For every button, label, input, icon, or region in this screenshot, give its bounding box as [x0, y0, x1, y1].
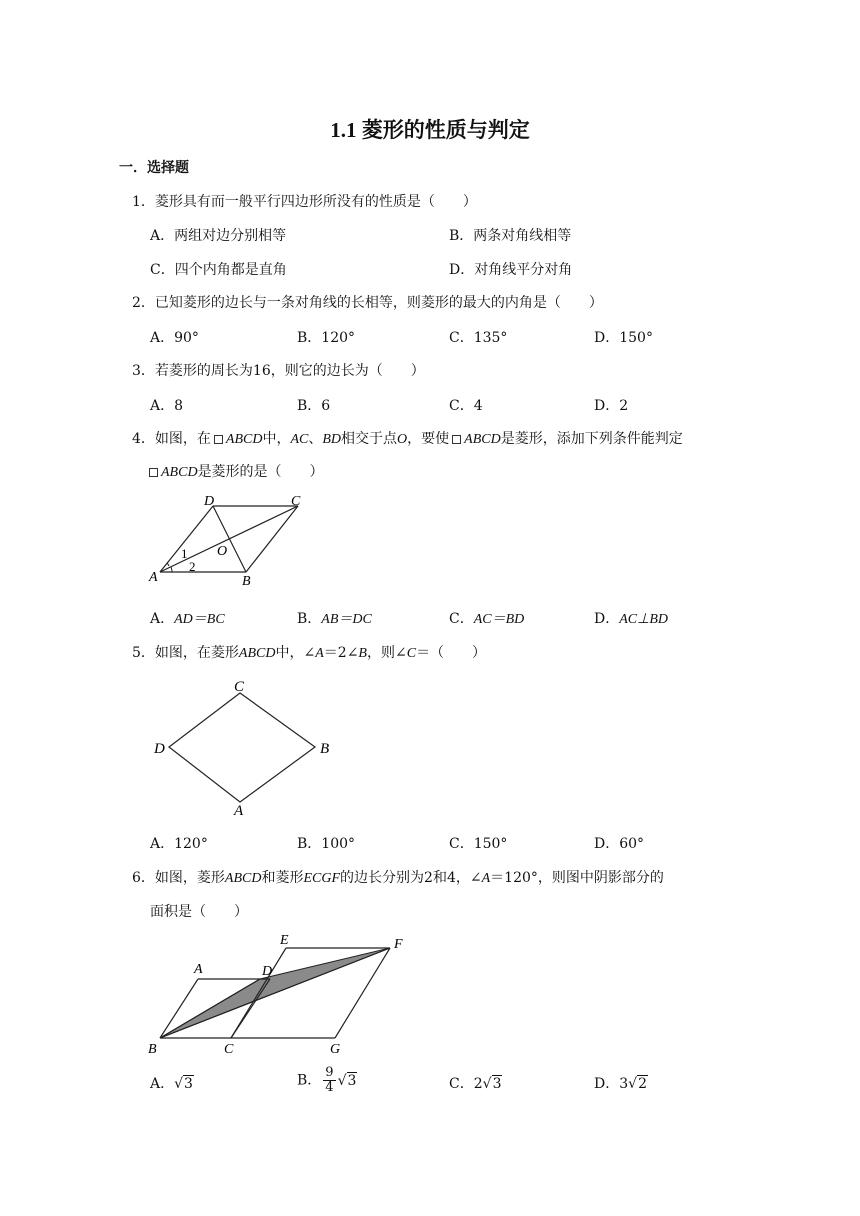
label-angle-2: 2 — [189, 559, 196, 574]
label-g: G — [330, 1042, 341, 1057]
label-a: A — [234, 803, 244, 819]
q1-option-d: D．对角线平分对角 — [449, 262, 573, 278]
q4-option-a: A．AD＝BC — [150, 611, 225, 627]
label-d: D — [262, 964, 273, 979]
question-6-stem: 6．如图，菱形ABCD和菱形ECGF的边长分别为2和4，∠A＝120°，则图中阴影部分的 — [132, 870, 664, 886]
parallelogram-icon — [214, 435, 223, 444]
label-a: A — [149, 570, 158, 585]
question-3-stem: 3．若菱形的周长为16，则它的边长为（ ） — [132, 363, 425, 379]
label-c: C — [291, 494, 301, 509]
q5-option-b: B．100° — [297, 836, 356, 852]
q6-option-d: D．3√2 — [594, 1076, 647, 1092]
q2-option-d: D．150° — [594, 330, 653, 346]
label-o: O — [217, 544, 228, 559]
figure-two-rhombuses — [140, 928, 420, 1063]
label-angle-1: 1 — [181, 546, 188, 561]
question-6-stem-line2: 面积是（ ） — [150, 904, 248, 920]
q3-option-b: B．6 — [297, 398, 331, 414]
question-2-stem: 2．已知菱形的边长与一条对角线的长相等，则菱形的最大的内角是（ ） — [132, 295, 603, 311]
q5-option-d: D．60° — [594, 836, 645, 852]
q2-option-a: A．90° — [150, 330, 199, 346]
page-title: 1.1 菱形的性质与判定 — [330, 118, 530, 142]
q6-option-b: B． $\frac{9}{4}$ √3 — [297, 1065, 357, 1095]
label-f: F — [394, 937, 403, 952]
label-d: D — [154, 741, 165, 757]
parallelogram-icon — [452, 435, 461, 444]
label-c: C — [224, 1042, 234, 1057]
parallelogram-icon — [149, 468, 158, 477]
q6-option-c: C．2√3 — [449, 1076, 502, 1092]
q6-option-a: A．√3 — [150, 1076, 193, 1092]
q4-option-d: D．AC⊥BD — [594, 611, 668, 627]
question-4-stem-line2: ABCD是菱形的是（ ） — [146, 461, 324, 481]
q3-option-d: D．2 — [594, 398, 629, 414]
label-b: B — [148, 1042, 157, 1057]
label-e: E — [280, 933, 289, 948]
label-a: A — [194, 962, 203, 977]
q3-option-c: C．4 — [449, 398, 483, 414]
label-b: B — [320, 741, 330, 757]
q5-option-a: A．120° — [150, 836, 208, 852]
q1-option-b: B．两条对角线相等 — [449, 228, 572, 244]
question-1-stem: 1．菱形具有而一般平行四边形所没有的性质是（ ） — [132, 194, 477, 210]
section-heading: 一．选择题 — [119, 160, 189, 176]
q2-option-c: C．135° — [449, 330, 508, 346]
question-5-stem: 5．如图，在菱形ABCD中，∠A＝2∠B，则∠C＝（ ） — [132, 645, 487, 661]
q4-option-c: C．AC＝BD — [449, 611, 525, 627]
figure-rhombus-abcd — [148, 675, 348, 820]
label-b: B — [242, 574, 251, 589]
q5-option-c: C．150° — [449, 836, 508, 852]
q3-option-a: A．8 — [150, 398, 184, 414]
question-4-stem: 4．如图，在 ABCD中，AC、BD相交于点O，要使 ABCD是菱形，添加下列条件能判定 — [132, 431, 683, 447]
figure-parallelogram-abcd — [140, 490, 310, 590]
label-c: C — [234, 679, 245, 695]
label-d: D — [204, 494, 215, 509]
q1-option-a: A．两组对边分别相等 — [150, 228, 287, 244]
q2-option-b: B．120° — [297, 330, 356, 346]
q1-option-c: C．四个内角都是直角 — [150, 262, 287, 278]
q4-option-b: B．AB＝DC — [297, 611, 372, 627]
